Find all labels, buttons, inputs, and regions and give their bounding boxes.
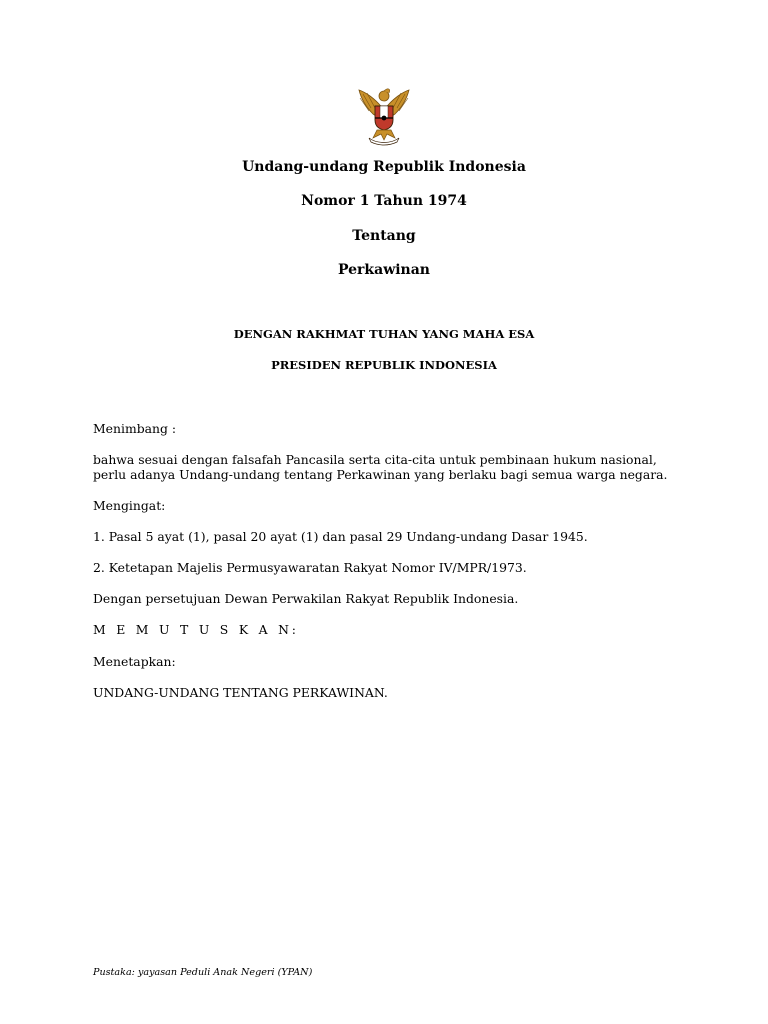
law-subject: Perkawinan (337, 262, 430, 278)
mengingat-item-2: 2. Ketetapan Majelis Permusyawaratan Rakyat Nomor IV/MPR/1973. (93, 560, 527, 575)
preamble-president: PRESIDEN REPUBLIK INDONESIA (271, 358, 497, 372)
mengingat-label: Mengingat: (93, 498, 166, 513)
mengingat-item-1: 1. Pasal 5 ayat (1), pasal 20 ayat (1) dan pasal 29 Undang-undang Dasar 1945. (93, 529, 588, 544)
garuda-pancasila-emblem-icon (355, 84, 413, 146)
menimbang-line-2: perlu adanya Undang-undang tentang Perkawinan yang berlaku bagi semua warga negara. (93, 467, 668, 482)
persetujuan-text: Dengan persetujuan Dewan Perwakilan Rakyat Republik Indonesia. (93, 591, 519, 606)
preamble-divine-grace: DENGAN RAKHMAT TUHAN YANG MAHA ESA (233, 327, 535, 341)
menetapkan-value: UNDANG-UNDANG TENTANG PERKAWINAN. (93, 685, 388, 700)
footer-source: Pustaka: yayasan Peduli Anak Negeri (YPAN) (93, 967, 313, 978)
law-title: Undang-undang Republik Indonesia (242, 159, 526, 175)
law-number: Nomor 1 Tahun 1974 (301, 193, 467, 209)
memutuskan-label: M E M U T U S K A N: (93, 622, 300, 637)
menimbang-label: Menimbang : (93, 421, 177, 436)
menimbang-line-1: bahwa sesuai dengan falsafah Pancasila serta cita-cita untuk pembinaan hukum nasional, (93, 452, 657, 467)
menetapkan-label: Menetapkan: (93, 654, 176, 669)
law-about-label: Tentang (352, 228, 416, 244)
